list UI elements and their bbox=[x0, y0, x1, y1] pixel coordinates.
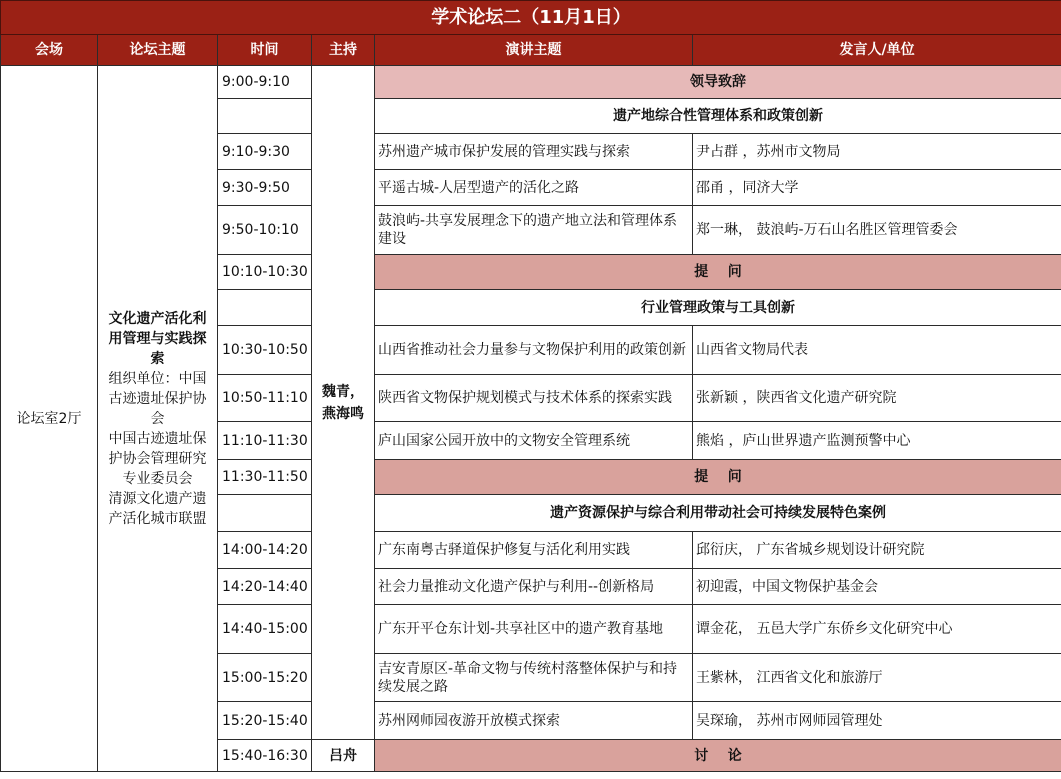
section-heading: 遗产资源保护与综合利用带动社会可持续发展特色案例 bbox=[375, 495, 1061, 532]
time-cell: 15:20-15:40 bbox=[218, 702, 312, 740]
venue-cell: 论坛室2厅 bbox=[1, 66, 98, 772]
section-heading: 行业管理政策与工具创新 bbox=[375, 290, 1061, 326]
header-venue: 会场 bbox=[1, 35, 98, 66]
talk-topic: 平遥古城-人居型遗产的活化之路 bbox=[375, 170, 693, 206]
theme-name: 文化遗产活化利用管理与实践探索 bbox=[108, 310, 207, 367]
talk-topic: 苏州遗产城市保护发展的管理实践与探索 bbox=[375, 134, 693, 170]
time-cell: 14:00-14:20 bbox=[218, 532, 312, 569]
section-heading: 遗产地综合性管理体系和政策创新 bbox=[375, 99, 1061, 134]
time-cell: 9:30-9:50 bbox=[218, 170, 312, 206]
qa-session: 提 问 bbox=[375, 460, 1061, 495]
time-cell: 9:50-10:10 bbox=[218, 206, 312, 255]
talk-speaker: 邱衍庆， 广东省城乡规划设计研究院 bbox=[693, 532, 1061, 569]
talk-topic: 山西省推动社会力量参与文物保护利用的政策创新 bbox=[375, 326, 693, 375]
talk-speaker: 熊焰 ，庐山世界遗产监测预警中心 bbox=[693, 422, 1061, 460]
theme-organizer: 组织单位：中国古迹遗址保护协会 bbox=[108, 370, 207, 427]
time-cell: 9:10-9:30 bbox=[218, 134, 312, 170]
talk-speaker: 张新颖 ，陕西省文化遗产研究院 bbox=[693, 375, 1061, 422]
host-main-name: 魏青，燕海鸣 bbox=[322, 383, 364, 422]
time-cell: 15:00-15:20 bbox=[218, 654, 312, 702]
talk-topic: 鼓浪屿-共享发展理念下的遗产地立法和管理体系建设 bbox=[375, 206, 693, 255]
talk-topic: 吉安青原区-革命文物与传统村落整体保护与和持续发展之路 bbox=[375, 654, 693, 702]
time-cell: 15:40-16:30 bbox=[218, 740, 312, 772]
time-cell bbox=[218, 495, 312, 532]
host-final: 吕舟 bbox=[312, 740, 375, 772]
header-theme: 论坛主题 bbox=[98, 35, 218, 66]
header-topic: 演讲主题 bbox=[375, 35, 693, 66]
theme-org-2: 中国古迹遗址保护协会管理研究专业委员会 bbox=[108, 430, 207, 487]
time-cell: 10:50-11:10 bbox=[218, 375, 312, 422]
discussion-session: 讨 论 bbox=[375, 740, 1061, 772]
time-cell: 11:30-11:50 bbox=[218, 460, 312, 495]
header-time: 时间 bbox=[218, 35, 312, 66]
talk-topic: 庐山国家公园开放中的文物安全管理系统 bbox=[375, 422, 693, 460]
time-cell: 10:10-10:30 bbox=[218, 255, 312, 290]
talk-topic: 陕西省文物保护规划模式与技术体系的探索实践 bbox=[375, 375, 693, 422]
time-cell: 10:30-10:50 bbox=[218, 326, 312, 375]
session-opening: 领导致辞 bbox=[375, 66, 1061, 99]
time-cell bbox=[218, 290, 312, 326]
talk-topic: 社会力量推动文化遗产保护与利用--创新格局 bbox=[375, 569, 693, 605]
qa-session: 提 问 bbox=[375, 255, 1061, 290]
talk-topic: 苏州网师园夜游开放模式探索 bbox=[375, 702, 693, 740]
header-speaker: 发言人/单位 bbox=[693, 35, 1061, 66]
talk-speaker: 邵甬 ，同济大学 bbox=[693, 170, 1061, 206]
header-host: 主持 bbox=[312, 35, 375, 66]
page-title: 学术论坛二（11月1日） bbox=[1, 1, 1061, 35]
talk-speaker: 王紫林， 江西省文化和旅游厅 bbox=[693, 654, 1061, 702]
time-cell: 9:00-9:10 bbox=[218, 66, 312, 99]
talk-speaker: 郑一琳， 鼓浪屿-万石山名胜区管理管委会 bbox=[693, 206, 1061, 255]
time-cell: 11:10-11:30 bbox=[218, 422, 312, 460]
talk-topic: 广东开平仓东计划-共享社区中的遗产教育基地 bbox=[375, 605, 693, 654]
theme-org-3: 清源文化遗产遗产活化城市联盟 bbox=[108, 490, 207, 527]
talk-speaker: 初迎霞，中国文物保护基金会 bbox=[693, 569, 1061, 605]
theme-cell bbox=[98, 66, 218, 772]
talk-speaker: 谭金花， 五邑大学广东侨乡文化研究中心 bbox=[693, 605, 1061, 654]
host-main bbox=[312, 66, 375, 740]
time-cell: 14:20-14:40 bbox=[218, 569, 312, 605]
talk-speaker: 吴琛瑜， 苏州市网师园管理处 bbox=[693, 702, 1061, 740]
time-cell: 14:40-15:00 bbox=[218, 605, 312, 654]
talk-speaker: 山西省文物局代表 bbox=[693, 326, 1061, 375]
time-cell bbox=[218, 99, 312, 134]
talk-topic: 广东南粤古驿道保护修复与活化利用实践 bbox=[375, 532, 693, 569]
talk-speaker: 尹占群 ，苏州市文物局 bbox=[693, 134, 1061, 170]
